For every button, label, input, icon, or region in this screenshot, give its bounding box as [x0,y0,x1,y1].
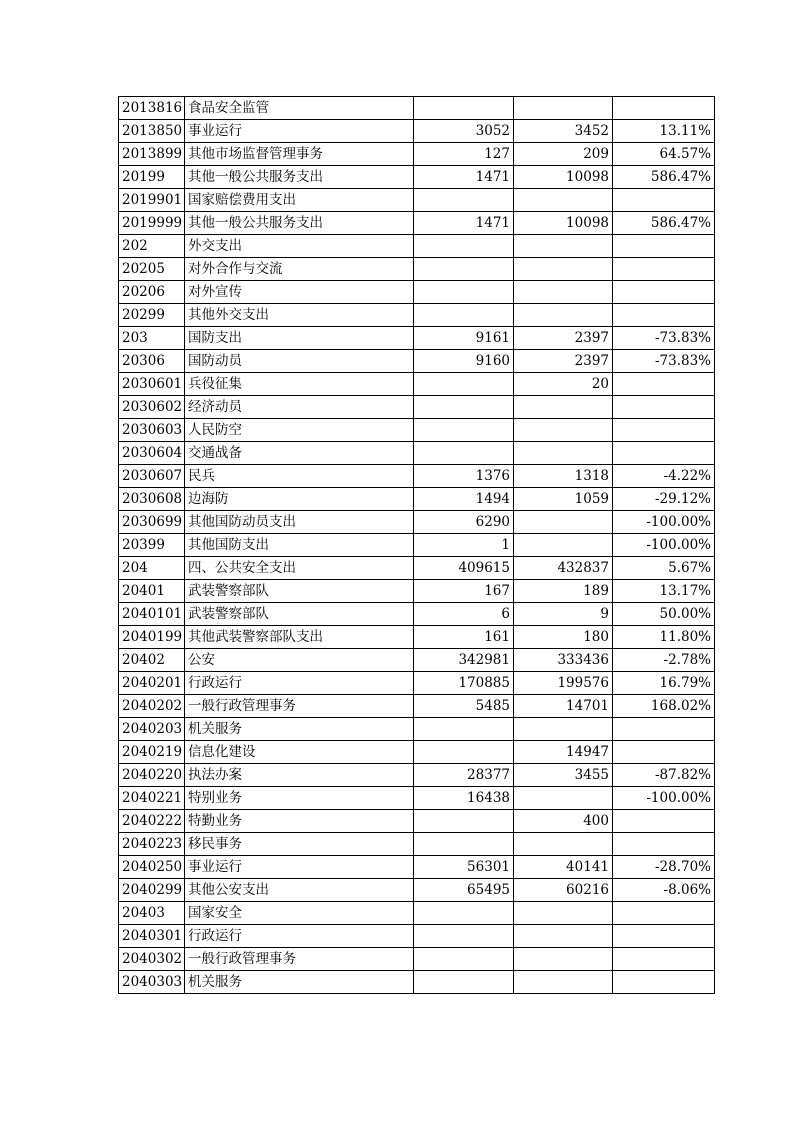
subject-code-cell: 2013816 [119,97,185,120]
current-year-value-cell [514,534,613,557]
subject-name-cell: 其他市场监督管理事务 [185,143,414,166]
subject-name-cell: 兵役征集 [185,373,414,396]
subject-name-cell: 行政运行 [185,672,414,695]
table-row [119,97,715,120]
prior-year-value-cell: 1494 [414,488,514,511]
prior-year-value-cell [414,189,514,212]
change-percent-cell: -4.22% [613,465,715,488]
current-year-value-cell [514,396,613,419]
current-year-value-cell [514,97,613,120]
prior-year-value-cell: 1376 [414,465,514,488]
prior-year-value-cell [414,971,514,994]
table-row [119,626,715,649]
current-year-value-cell: 1059 [514,488,613,511]
subject-code-cell: 2040250 [119,856,185,879]
change-percent-cell: -28.70% [613,856,715,879]
table-row [119,189,715,212]
subject-name-cell: 外交支出 [185,235,414,258]
prior-year-value-cell: 3052 [414,120,514,143]
change-percent-cell [613,373,715,396]
table-row [119,327,715,350]
subject-code-cell: 2013850 [119,120,185,143]
change-percent-cell [613,235,715,258]
subject-name-cell: 其他国防动员支出 [185,511,414,534]
current-year-value-cell: 10098 [514,166,613,189]
table-row [119,971,715,994]
change-percent-cell: 586.47% [613,166,715,189]
subject-code-cell: 20306 [119,350,185,373]
subject-name-cell: 民兵 [185,465,414,488]
prior-year-value-cell [414,948,514,971]
change-percent-cell: 5.67% [613,557,715,580]
change-percent-cell: 64.57% [613,143,715,166]
subject-name-cell: 其他一般公共服务支出 [185,166,414,189]
prior-year-value-cell: 9161 [414,327,514,350]
change-percent-cell: 16.79% [613,672,715,695]
current-year-value-cell: 14947 [514,741,613,764]
current-year-value-cell: 180 [514,626,613,649]
change-percent-cell [613,258,715,281]
subject-name-cell: 四、公共安全支出 [185,557,414,580]
subject-name-cell: 行政运行 [185,925,414,948]
change-percent-cell [613,971,715,994]
current-year-value-cell: 3452 [514,120,613,143]
table-row [119,166,715,189]
change-percent-cell: -87.82% [613,764,715,787]
subject-name-cell: 事业运行 [185,856,414,879]
table-row [119,419,715,442]
subject-code-cell: 2040199 [119,626,185,649]
prior-year-value-cell [414,304,514,327]
current-year-value-cell [514,419,613,442]
table-row [119,235,715,258]
subject-name-cell: 食品安全监管 [185,97,414,120]
table-row [119,741,715,764]
prior-year-value-cell: 1471 [414,166,514,189]
table-row [119,810,715,833]
table-row [119,718,715,741]
subject-code-cell: 2040299 [119,879,185,902]
current-year-value-cell [514,948,613,971]
budget-table-body [119,97,715,994]
prior-year-value-cell: 167 [414,580,514,603]
subject-code-cell: 2040220 [119,764,185,787]
subject-code-cell: 20199 [119,166,185,189]
current-year-value-cell [514,925,613,948]
subject-code-cell: 2030608 [119,488,185,511]
table-row [119,534,715,557]
table-row [119,879,715,902]
subject-code-cell: 2040303 [119,971,185,994]
subject-code-cell: 2040219 [119,741,185,764]
change-percent-cell: -100.00% [613,534,715,557]
change-percent-cell [613,419,715,442]
prior-year-value-cell [414,373,514,396]
subject-code-cell: 2040223 [119,833,185,856]
subject-code-cell: 20299 [119,304,185,327]
change-percent-cell [613,718,715,741]
table-row [119,373,715,396]
prior-year-value-cell [414,396,514,419]
current-year-value-cell: 60216 [514,879,613,902]
table-row [119,212,715,235]
subject-code-cell: 2040301 [119,925,185,948]
current-year-value-cell [514,902,613,925]
table-row [119,442,715,465]
subject-name-cell: 信息化建设 [185,741,414,764]
table-row [119,557,715,580]
prior-year-value-cell: 5485 [414,695,514,718]
table-row [119,465,715,488]
table-row [119,833,715,856]
subject-code-cell: 2013899 [119,143,185,166]
subject-code-cell: 203 [119,327,185,350]
subject-name-cell: 经济动员 [185,396,414,419]
subject-name-cell: 特勤业务 [185,810,414,833]
change-percent-cell [613,281,715,304]
table-row [119,396,715,419]
table-row [119,672,715,695]
change-percent-cell [613,810,715,833]
table-row [119,258,715,281]
subject-code-cell: 2019901 [119,189,185,212]
table-row [119,143,715,166]
table-row [119,304,715,327]
prior-year-value-cell: 161 [414,626,514,649]
current-year-value-cell: 3455 [514,764,613,787]
current-year-value-cell [514,258,613,281]
current-year-value-cell: 14701 [514,695,613,718]
subject-code-cell: 20401 [119,580,185,603]
current-year-value-cell [514,235,613,258]
subject-name-cell: 其他外交支出 [185,304,414,327]
table-row [119,902,715,925]
prior-year-value-cell [414,442,514,465]
current-year-value-cell [514,718,613,741]
prior-year-value-cell: 127 [414,143,514,166]
table-row [119,856,715,879]
table-row [119,511,715,534]
current-year-value-cell [514,971,613,994]
current-year-value-cell: 2397 [514,327,613,350]
subject-code-cell: 2040222 [119,810,185,833]
prior-year-value-cell [414,925,514,948]
prior-year-value-cell: 1 [414,534,514,557]
change-percent-cell: -29.12% [613,488,715,511]
table-row [119,787,715,810]
change-percent-cell: 11.80% [613,626,715,649]
prior-year-value-cell [414,718,514,741]
table-row [119,649,715,672]
prior-year-value-cell [414,419,514,442]
change-percent-cell: -2.78% [613,649,715,672]
current-year-value-cell [514,511,613,534]
subject-code-cell: 2030699 [119,511,185,534]
subject-name-cell: 机关服务 [185,971,414,994]
subject-code-cell: 20206 [119,281,185,304]
prior-year-value-cell: 409615 [414,557,514,580]
subject-name-cell: 一般行政管理事务 [185,948,414,971]
prior-year-value-cell: 9160 [414,350,514,373]
subject-name-cell: 交通战备 [185,442,414,465]
subject-name-cell: 武装警察部队 [185,603,414,626]
prior-year-value-cell: 342981 [414,649,514,672]
current-year-value-cell: 1318 [514,465,613,488]
subject-name-cell: 其他一般公共服务支出 [185,212,414,235]
current-year-value-cell [514,281,613,304]
change-percent-cell [613,741,715,764]
subject-code-cell: 2040202 [119,695,185,718]
table-row [119,764,715,787]
change-percent-cell [613,396,715,419]
subject-code-cell: 2019999 [119,212,185,235]
subject-code-cell: 202 [119,235,185,258]
change-percent-cell [613,304,715,327]
prior-year-value-cell [414,833,514,856]
current-year-value-cell [514,304,613,327]
current-year-value-cell: 2397 [514,350,613,373]
table-row [119,948,715,971]
table-row [119,120,715,143]
current-year-value-cell: 432837 [514,557,613,580]
change-percent-cell: 50.00% [613,603,715,626]
change-percent-cell [613,902,715,925]
prior-year-value-cell: 65495 [414,879,514,902]
subject-code-cell: 2030601 [119,373,185,396]
prior-year-value-cell [414,902,514,925]
subject-code-cell: 2030607 [119,465,185,488]
current-year-value-cell: 9 [514,603,613,626]
table-row [119,603,715,626]
prior-year-value-cell: 170885 [414,672,514,695]
subject-name-cell: 事业运行 [185,120,414,143]
current-year-value-cell: 333436 [514,649,613,672]
subject-name-cell: 对外宣传 [185,281,414,304]
current-year-value-cell: 189 [514,580,613,603]
prior-year-value-cell [414,97,514,120]
subject-name-cell: 边海防 [185,488,414,511]
current-year-value-cell: 199576 [514,672,613,695]
prior-year-value-cell: 28377 [414,764,514,787]
subject-name-cell: 公安 [185,649,414,672]
table-row [119,925,715,948]
change-percent-cell [613,833,715,856]
change-percent-cell: -8.06% [613,879,715,902]
subject-name-cell: 其他国防支出 [185,534,414,557]
current-year-value-cell: 40141 [514,856,613,879]
change-percent-cell: -73.83% [613,350,715,373]
subject-name-cell: 国家安全 [185,902,414,925]
subject-code-cell: 2030603 [119,419,185,442]
prior-year-value-cell [414,235,514,258]
current-year-value-cell: 400 [514,810,613,833]
subject-code-cell: 20205 [119,258,185,281]
table-row [119,488,715,511]
subject-code-cell: 204 [119,557,185,580]
current-year-value-cell: 10098 [514,212,613,235]
change-percent-cell: 168.02% [613,695,715,718]
subject-name-cell: 移民事务 [185,833,414,856]
current-year-value-cell: 209 [514,143,613,166]
subject-code-cell: 2030604 [119,442,185,465]
budget-table [118,96,715,994]
prior-year-value-cell: 56301 [414,856,514,879]
subject-name-cell: 其他公安支出 [185,879,414,902]
prior-year-value-cell: 16438 [414,787,514,810]
subject-name-cell: 国家赔偿费用支出 [185,189,414,212]
subject-code-cell: 2040302 [119,948,185,971]
subject-name-cell: 人民防空 [185,419,414,442]
subject-name-cell: 对外合作与交流 [185,258,414,281]
prior-year-value-cell: 1471 [414,212,514,235]
table-row [119,580,715,603]
prior-year-value-cell [414,810,514,833]
subject-code-cell: 20402 [119,649,185,672]
table-row [119,695,715,718]
change-percent-cell [613,97,715,120]
subject-name-cell: 其他武装警察部队支出 [185,626,414,649]
prior-year-value-cell [414,741,514,764]
prior-year-value-cell: 6 [414,603,514,626]
subject-code-cell: 20403 [119,902,185,925]
change-percent-cell: 13.11% [613,120,715,143]
subject-code-cell: 2040221 [119,787,185,810]
table-row [119,350,715,373]
subject-name-cell: 武装警察部队 [185,580,414,603]
change-percent-cell: -73.83% [613,327,715,350]
subject-code-cell: 2040203 [119,718,185,741]
prior-year-value-cell [414,281,514,304]
change-percent-cell [613,442,715,465]
change-percent-cell: -100.00% [613,511,715,534]
subject-name-cell: 机关服务 [185,718,414,741]
current-year-value-cell: 20 [514,373,613,396]
subject-name-cell: 特别业务 [185,787,414,810]
current-year-value-cell [514,833,613,856]
change-percent-cell [613,925,715,948]
subject-name-cell: 执法办案 [185,764,414,787]
subject-name-cell: 国防动员 [185,350,414,373]
current-year-value-cell [514,189,613,212]
change-percent-cell [613,948,715,971]
prior-year-value-cell [414,258,514,281]
change-percent-cell: 586.47% [613,212,715,235]
subject-name-cell: 国防支出 [185,327,414,350]
subject-code-cell: 2040201 [119,672,185,695]
prior-year-value-cell: 6290 [414,511,514,534]
subject-code-cell: 2030602 [119,396,185,419]
subject-name-cell: 一般行政管理事务 [185,695,414,718]
change-percent-cell [613,189,715,212]
subject-code-cell: 2040101 [119,603,185,626]
table-row [119,281,715,304]
change-percent-cell: 13.17% [613,580,715,603]
subject-code-cell: 20399 [119,534,185,557]
change-percent-cell: -100.00% [613,787,715,810]
current-year-value-cell [514,442,613,465]
current-year-value-cell [514,787,613,810]
